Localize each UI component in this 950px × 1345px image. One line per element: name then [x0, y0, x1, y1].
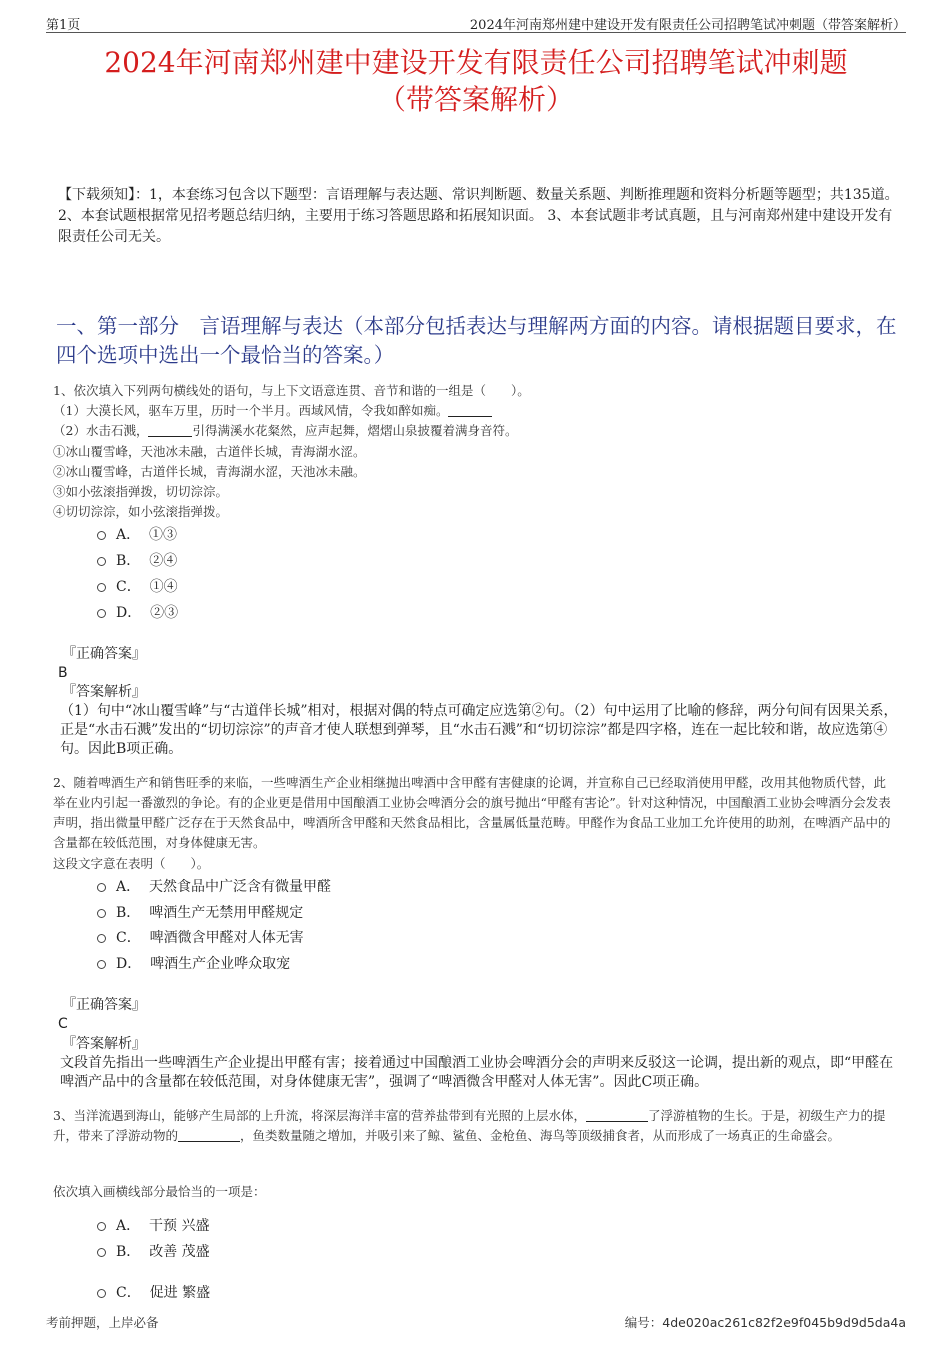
blank-line [586, 1109, 648, 1122]
radio-icon[interactable] [97, 583, 106, 592]
q1-item-2: ②冰山覆雪峰，古道伴长城，青海湖水涩，天池冰未融。 [53, 464, 366, 479]
q2-explanation: 文段首先指出一些啤酒生产企业提出甲醛有害；接着通过中国酿酒工业协会啤酒分会的声明来反驳这一论调，提出新的观点，即“甲醛在啤酒产品中的含量都在较低范围，对身体健康无害”，强调了“啤酒微含甲醛对人体无害”。因此C项正确。 [60, 1055, 894, 1090]
q2-option-c[interactable]: C． 啤酒微含甲醛对人体无害 [97, 928, 304, 948]
radio-icon[interactable] [97, 934, 106, 943]
footer-slogan: 考前押题，上岸必备 [46, 1315, 159, 1330]
radio-icon[interactable] [97, 1222, 106, 1231]
blank-line [178, 1129, 240, 1142]
radio-icon[interactable] [97, 557, 106, 566]
answer-analysis-label: 『答案解析』 [62, 1036, 146, 1052]
page-number: 第1页 [46, 18, 81, 33]
q1-item-1: ①冰山覆雪峰，天池冰未融，古道伴长城，青海湖水涩。 [53, 444, 366, 459]
q3-stem: 3、当洋流遇到海山，能够产生局部的上升流，将深层海洋丰富的营养盐带到有光照的上层水体， 了浮游植物的生长。于是，初级生产力的提升，带来了浮游动物的 ，鱼类数量随之增加，并吸引来了鲸、鲨鱼、金枪鱼、海鸟等顶级捕食者，从而形成了一场真正的生命盛会。 [53, 1108, 886, 1143]
q3-option-c[interactable]: C． 促进 繁盛 [97, 1283, 210, 1303]
q3-ask: 依次填入画横线部分最恰当的一项是： [53, 1184, 266, 1199]
q1-sentence-2: （2）水击石溅， 引得满溪水花粲然，应声起舞，熠熠山泉披覆着满身音符。 [53, 423, 518, 438]
section-heading: 一、第一部分 言语理解与表达（本部分包括表达与理解两方面的内容。请根据题目要求，在四个选项中选出一个最恰当的答案。） [56, 314, 897, 367]
correct-answer-label: 『正确答案』 [62, 997, 146, 1013]
download-notice: 【下载须知】：1，本套练习包含以下题型：言语理解与表达题、常识判断题、数量关系题、判断推理题和资料分析题等题型；共135道。 2、本套试题根据常见招考题总结归纳，主要用于练习答题思路和拓展知识面。 3、本套试题非考试真题，且与河南郑州建中建设开发有限责任公司无关。 [58, 187, 899, 245]
q1-stem: 1、依次填入下列两句横线处的语句，与上下文语意连贯、音节和谐的一组是（ ）。 [53, 383, 530, 398]
blank-line [448, 404, 492, 417]
running-title: 2024年河南郑州建中建设开发有限责任公司招聘笔试冲刺题（带答案解析） [469, 18, 906, 33]
q1-option-c[interactable]: C． ①④ [97, 577, 178, 597]
radio-icon[interactable] [97, 883, 106, 892]
q1-answer: B [58, 665, 68, 681]
q1-explanation: （1）句中“冰山覆雪峰”与“古道伴长城”相对，根据对偶的特点可确定应选第②句。（2）句中运用了比喻的修辞，两分句间有因果关系，正是“水击石溅”发出的“切切淙淙”的声音才使人联想到弹琴，且“水击石溅”和“切切淙淙”都是四字格，连在一起比较和谐，故应选第④句。因此B项正确。 [60, 703, 898, 757]
q2-option-a[interactable]: A． 天然食品中广泛含有微量甲醛 [97, 877, 331, 897]
q3-option-a[interactable]: A． 干预 兴盛 [97, 1216, 209, 1236]
radio-icon[interactable] [97, 960, 106, 969]
q2-stem: 2、随着啤酒生产和销售旺季的来临，一些啤酒生产企业相继抛出啤酒中含甲醛有害健康的论调，并宣称自己已经取消使用甲醛，改用其他物质代替，此举在业内引起一番激烈的争论。有的企业更是借用中国酿酒工业协会啤酒分会的旗号抛出“甲醛有害论”。针对这种情况，中国酿酒工业协会啤酒分会发表声明，指出微量甲醛广泛存在于天然食品中，啤酒所含甲醛和天然食品相比，含量属低量范畴。甲醛作为食品工业加工允许使用的助剂，在啤酒产品中的含量都在较低范围，对身体健康无害。 [53, 775, 891, 850]
q1-sentence-1: （1）大漠长风，驱车万里，历时一个半月。西域风情，令我如醉如痴。 [53, 401, 492, 421]
q2-answer: C [58, 1016, 68, 1032]
q1-option-d[interactable]: D． ②③ [97, 603, 178, 623]
page-title: 2024年河南郑州建中建设开发有限责任公司招聘笔试冲刺题 [104, 46, 848, 79]
q2-option-b[interactable]: B． 啤酒生产无禁用甲醛规定 [97, 903, 303, 923]
answer-analysis-label: 『答案解析』 [62, 684, 146, 700]
radio-icon[interactable] [97, 909, 106, 918]
header-divider [46, 32, 906, 33]
radio-icon[interactable] [97, 531, 106, 540]
q1-item-4: ④切切淙淙，如小弦滚指弹拨。 [53, 504, 229, 519]
radio-icon[interactable] [97, 1289, 106, 1298]
radio-icon[interactable] [97, 609, 106, 618]
q3-option-b[interactable]: B． 改善 茂盛 [97, 1242, 210, 1262]
radio-icon[interactable] [97, 1248, 106, 1257]
footer-code: 编号：4de020ac261c82f2e9f045b9d9d5da4a [624, 1315, 906, 1330]
blank-line [148, 424, 192, 437]
q1-item-3: ③如小弦滚指弹拨，切切淙淙。 [53, 484, 229, 499]
q1-option-a[interactable]: A． ①③ [97, 525, 177, 545]
correct-answer-label: 『正确答案』 [62, 646, 146, 662]
q2-ask: 这段文字意在表明（ ）。 [53, 856, 210, 871]
page-subtitle: （带答案解析） [377, 83, 574, 116]
q2-option-d[interactable]: D． 啤酒生产企业哗众取宠 [97, 954, 290, 974]
q1-option-b[interactable]: B． ②④ [97, 551, 177, 571]
